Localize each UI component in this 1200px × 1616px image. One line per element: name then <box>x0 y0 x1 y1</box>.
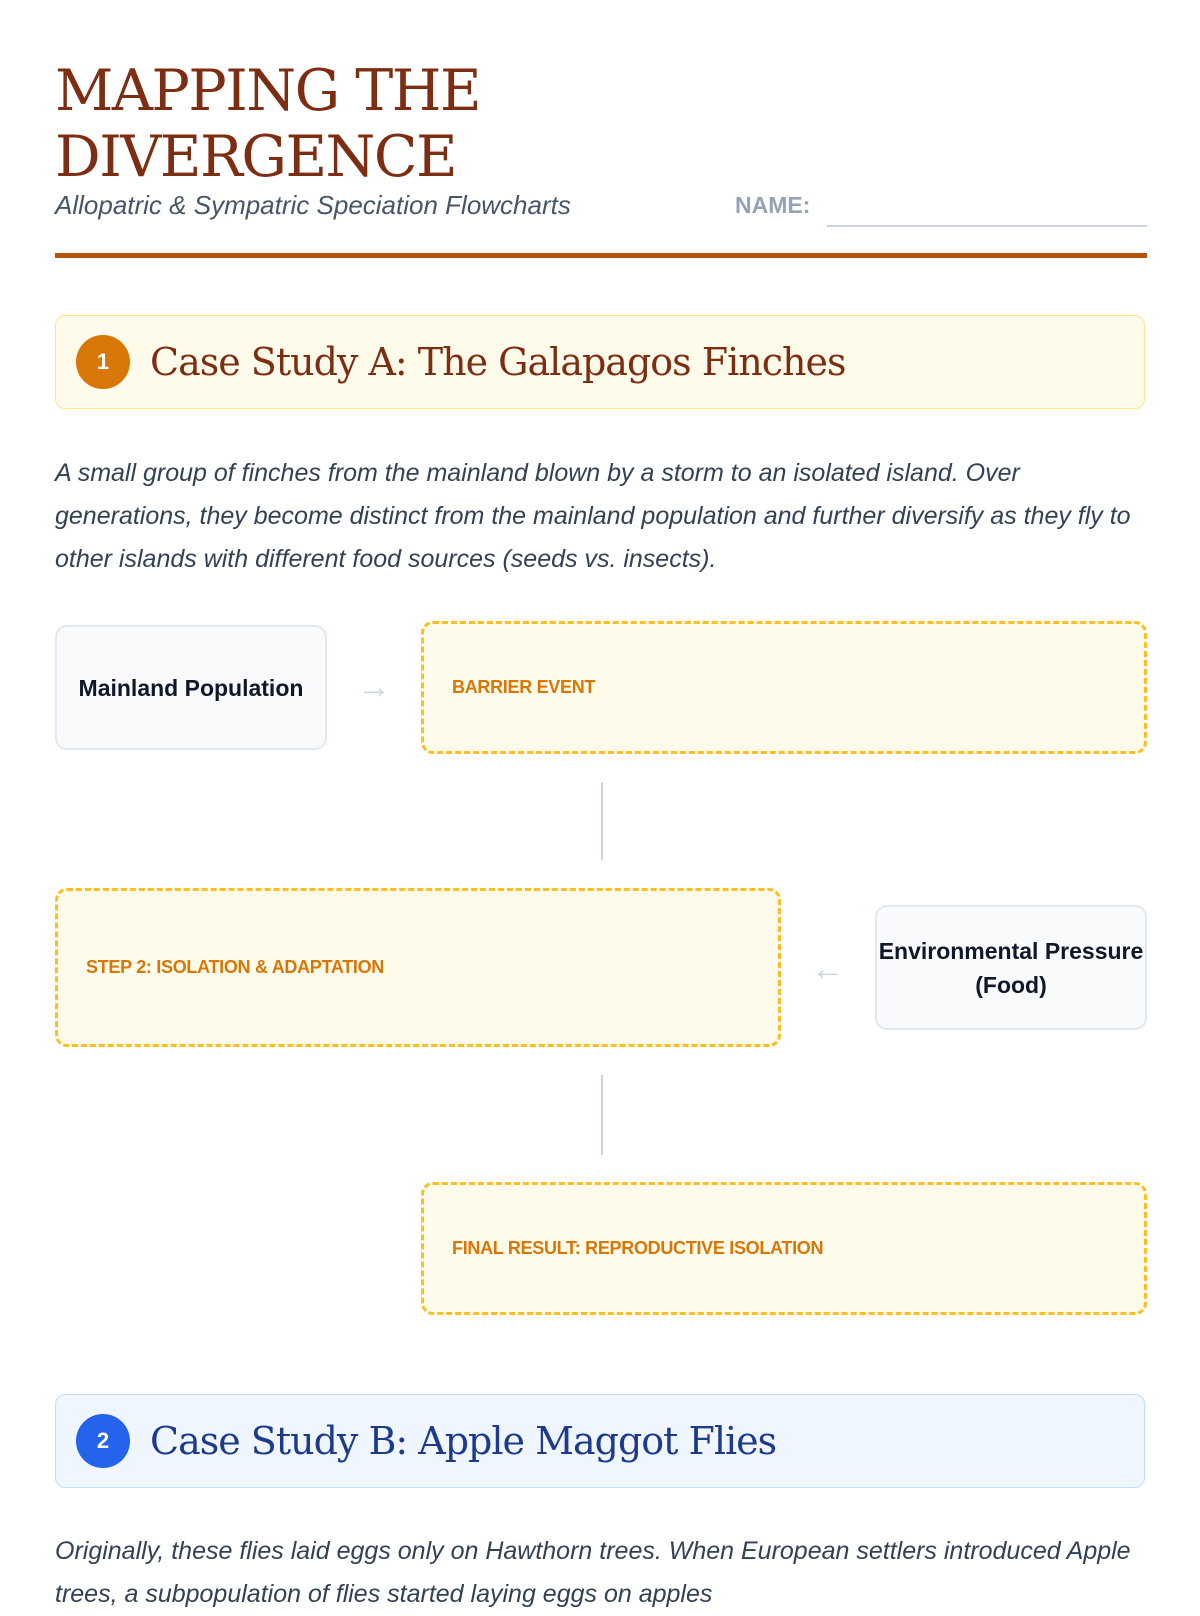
case-a-description: A small group of finches from the mainland blown by a storm to an isolated island. Over generations, they become distinct from the mainland population and further diversify as they fly to other islands with different food sources (seeds vs. insects). <box>55 459 1131 573</box>
isolation-adaptation-answer-box[interactable]: STEP 2: ISOLATION & ADAPTATION <box>55 888 781 1047</box>
page-title <box>55 58 480 190</box>
reproductive-isolation-answer-box[interactable]: FINAL RESULT: REPRODUCTIVE ISOLATION <box>421 1182 1147 1315</box>
connector-line <box>601 782 603 860</box>
environmental-pressure-node: Environmental Pressure (Food) <box>875 905 1147 1030</box>
title-line-2: DIVERGENCE <box>55 124 457 190</box>
barrier-event-answer-box[interactable]: BARRIER EVENT <box>421 621 1147 754</box>
connector-line <box>601 1075 603 1155</box>
case-study-b-header <box>55 1394 1145 1488</box>
case-study-a-header <box>55 315 1145 409</box>
page-subtitle: Allopatric & Sympatric Speciation Flowcharts <box>55 190 571 220</box>
arrow-right-icon: → <box>357 668 391 706</box>
name-field[interactable] <box>827 224 1147 227</box>
case-a-title: Case Study A: The Galapagos Finches <box>150 340 846 384</box>
arrow-left-icon: ← <box>811 950 845 988</box>
name-label: NAME: <box>735 192 811 218</box>
case-b-description: Originally, these flies laid eggs only on Hawthorn trees. When European settlers introduced Apple trees, a subpopulation of flies started laying eggs on apples <box>55 1537 1131 1608</box>
case-b-number-badge: 2 <box>76 1414 130 1468</box>
header-divider <box>55 253 1147 258</box>
case-a-number-badge: 1 <box>76 335 130 389</box>
mainland-population-node: Mainland Population <box>55 625 327 750</box>
title-line-1: MAPPING THE <box>55 58 481 124</box>
case-b-title: Case Study B: Apple Maggot Flies <box>150 1419 777 1463</box>
